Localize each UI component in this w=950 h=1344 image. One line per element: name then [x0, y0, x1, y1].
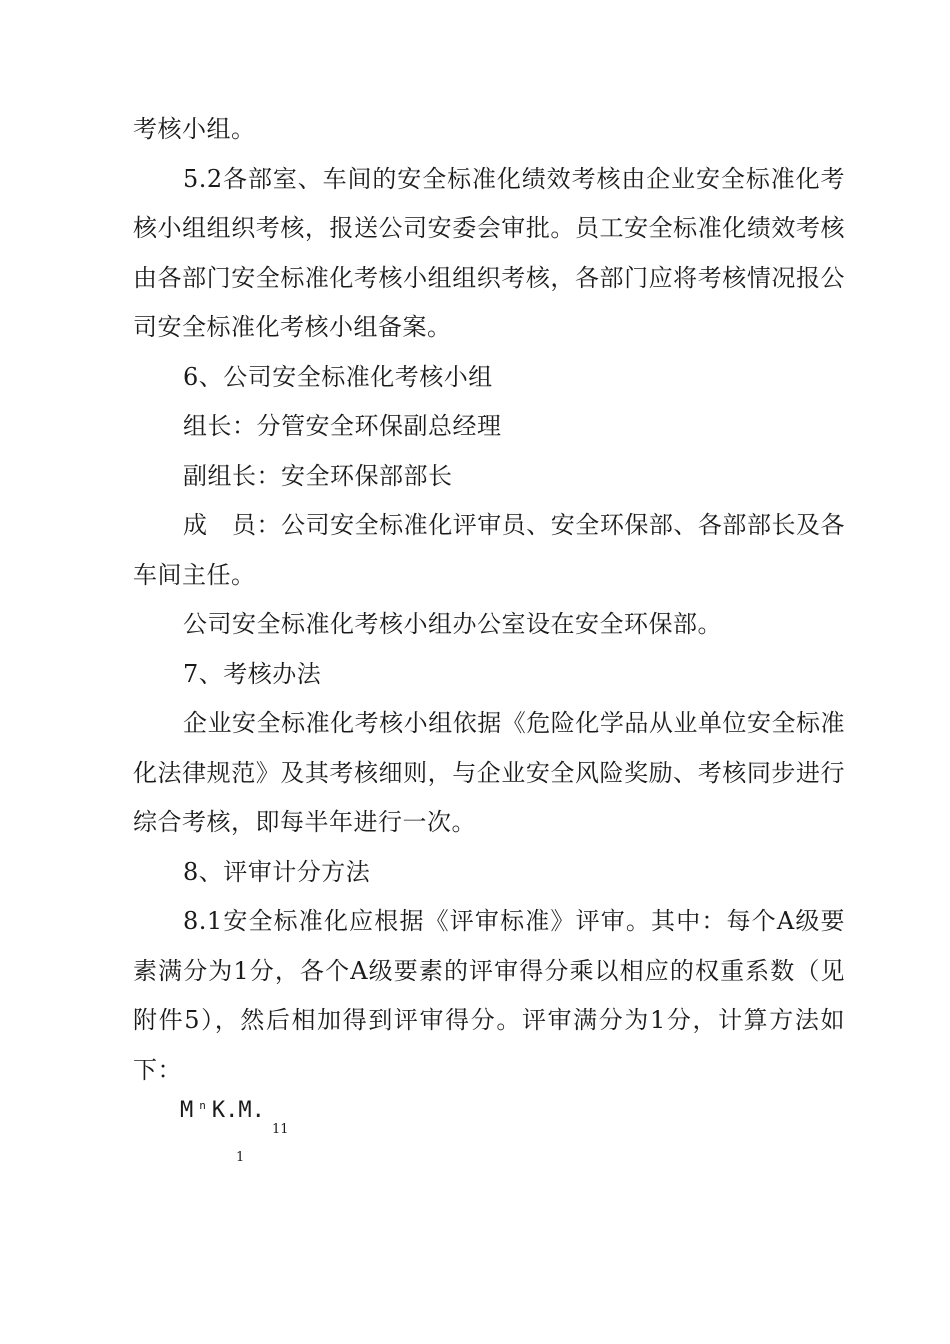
paragraph-7: 7、考核办法	[183, 659, 322, 688]
document-body	[133, 105, 845, 1095]
paragraph-4: 副组长：安全环保部部长	[183, 461, 453, 490]
paragraph-1: 5.2各部室、车间的安全标准化绩效考核由企业安全标准化考核小组组织考核，报送公司安委会审批。员工安全标准化绩效考核由各部门安全标准化考核小组组织考核，各部门应将考核情况报公司安全标准化考核小组备案。	[133, 164, 845, 341]
formula-sup-n: n	[199, 1099, 206, 1112]
formula-km: K.M.	[211, 1098, 265, 1123]
paragraph-10: 8.1安全标准化应根据《评审标准》评审。其中：每个A级要素满分为1分，各个A级要素的评审得分乘以相应的权重系数（见附件5），然后相加得到评审得分。评审满分为1分，计算方法如下：	[133, 907, 845, 1084]
paragraph-6: 公司安全标准化考核小组办公室设在安全环保部。	[183, 610, 722, 638]
paragraph-2: 6、公司安全标准化考核小组	[183, 362, 493, 391]
score-formula	[180, 1098, 265, 1123]
paragraph-0: 考核小组。	[133, 115, 256, 143]
formula-m: M	[180, 1098, 194, 1123]
formula-subscript-1: 1	[236, 1150, 245, 1165]
formula-subscript-11: 11	[272, 1122, 289, 1137]
paragraph-3: 组长：分管安全环保副总经理	[183, 412, 502, 440]
paragraph-5: 成 员：公司安全标准化评审员、安全环保部、各部部长及各车间主任。	[133, 511, 845, 589]
paragraph-9: 8、评审计分方法	[183, 857, 371, 886]
paragraph-8: 企业安全标准化考核小组依据《危险化学品从业单位安全标准化法律规范》及其考核细则，与企业安全风险奖励、考核同步进行综合考核，即每半年进行一次。	[133, 709, 845, 836]
